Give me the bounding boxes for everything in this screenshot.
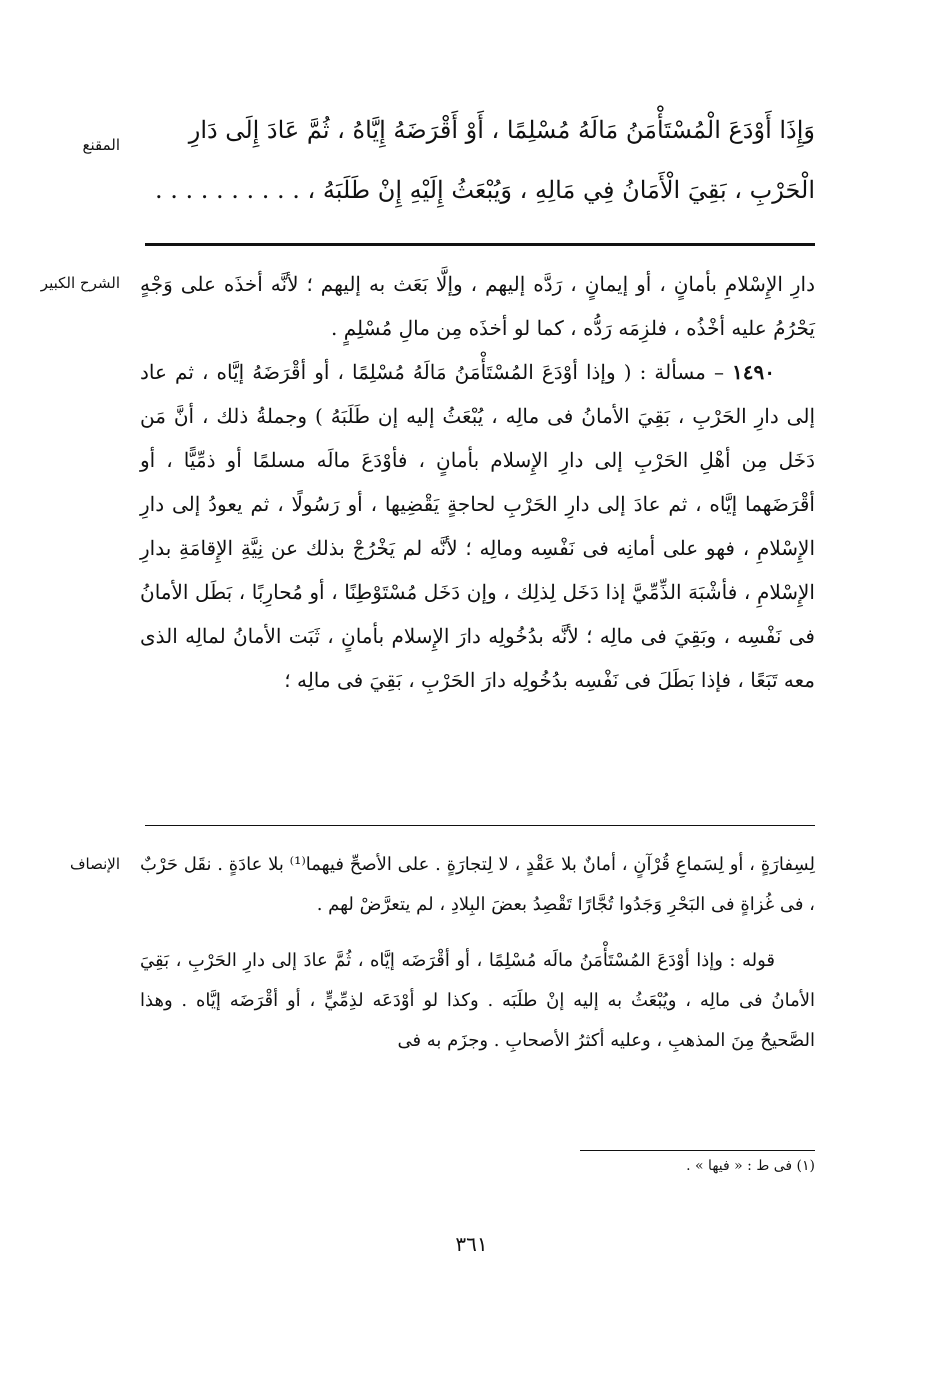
insaf-text: [140, 845, 815, 1061]
muqni-line-1: وَإِذَا أَوْدَعَ الْمُسْتَأْمَنُ مَالَهُ مُسْلِمًا ، أَوْ أَقْرَضَهُ إِيَّاهُ ، ثُمَّ عَادَ إِلَى دَارِ: [188, 116, 815, 144]
section-label-insaf: الإنصاف: [69, 855, 120, 873]
insaf-paragraph-1: لِسِفارَةٍ ، أو لِسَماعِ قُرْآنٍ ، أمانٌ بلا عَقْدٍ ، لا لِتجارَةٍ . على الأصحِّ فيهما⁽¹⁾ بلا عادَةٍ . نقَل حَرْبٌ ، فى غُزاةٍ فى البَحْرِ وَجَدُوا تُجَّارًا تَقْصِدُ بعضَ البِلادِ ، لم يتعرَّضْ لهم .: [140, 854, 815, 915]
muqni-text: [140, 100, 815, 220]
section-divider-thick: [145, 243, 815, 246]
sharh-text: [140, 262, 815, 702]
insaf-section: [0, 845, 943, 1145]
sharh-paragraph-2-text: – مسألة : ( وإذا أوْدَعَ المُسْتَأْمَنُ مَالَهُ مُسْلِمًا ، أو أقْرَضَهُ إيَّاه ، ثم عاد إلى دارِ الحَرْبِ ، بَقِيَ الأمانُ فى مالِه ، يُبْعَثُ إليه إن طَلَبَهُ ) وجملةُ ذلك ، أنَّ مَن دَخَل مِن أهْلِ الحَرْبِ إلى دارِ الإِسلام بأمانٍ ، فأوْدَعَ مالَه مسلمًا أو ذمِّيًّا ، أو أقْرَضَهما إيَّاه ، ثم عادَ إلى دارِ الحَرْبِ لحاجةٍ يَقْضِيها ، أو رَسُولًا ، ثم يعودُ إلى دارِ الإِسْلامِ ، فهو على أمانِه فى نَفْسِه ومالِه ؛ لأنَّه لم يَخْرُجْ بذلك عن نِيَّةِ الإِقامَةِ بدارِ الإِسْلامِ ، فأشْبَهَ الذِّمِّيَّ إذا دَخَل لِذلِك ، وإن دَخَل مُسْتَوْطِنًا ، أو مُحارِبًا ، بَطَل الأمانُ فى نَفْسِه ، وبَقِيَ فى مالِه ؛ لأنَّه بدُخُولِه دارَ الإِسلام بأمانٍ ، ثَبَت الأمانُ لمالِه الذى معه تَبَعًا ، فإذا بَطَلَ فى نَفْسِه بدُخُولِه دارَ الحَرْبِ ، بَقِيَ فى مالِه ؛: [140, 360, 815, 692]
section-label-muqni: المقنع: [82, 136, 120, 154]
issue-number: ١٤٩٠: [732, 360, 775, 384]
sharh-paragraph-2: [140, 350, 815, 702]
muqni-line-2: الْحَرْبِ ، بَقِيَ الْأَمَانُ فِي مَالِهِ ، وَيُبْعَثُ إِلَيْهِ إِنْ طَلَبَهُ ، . . . . . . . . . .: [154, 176, 815, 204]
muqni-section: [0, 100, 943, 240]
section-divider-thin: [145, 825, 815, 826]
section-label-sharh: الشرح الكبير: [40, 274, 120, 292]
footnote: (١) فى ط : « فيها » .: [686, 1158, 815, 1174]
page-number: ٣٦١: [455, 1232, 488, 1256]
sharh-section: [0, 262, 943, 812]
insaf-paragraph-2: قوله : وإذا أوْدَعَ المُسْتَأْمَنُ مالَه مُسْلِمًا ، أو أقْرَضَه إيَّاه ، ثُمَّ عادَ إلى دارِ الحَرْبِ ، بَقِيَ الأمانُ فى مالِه ، ويُبْعَثُ به إليه إنْ طلَبَه . وكذا لو أوْدَعَه لذِمِّيٍّ ، أو أقْرَضَه إيَّاه . وهذا الصَّحيحُ مِنَ المذهبِ ، وعليه أكثرُ الأصحابِ . وجزَم به فى: [140, 950, 815, 1051]
footnote-divider: [580, 1150, 815, 1151]
sharh-paragraph-1: دارِ الإِسْلامِ بأمانٍ ، أو إيمانٍ ، رَدَّه إليهم ، وإلَّا بَعَث به إليهم ؛ لأنَّه أخذَه على وَجْهٍ يَحْرُمُ عليه أخْذُه ، فلزِمَه رَدُّه ، كما لو أخذَه مِن مالِ مُسْلِمٍ .: [140, 272, 815, 340]
